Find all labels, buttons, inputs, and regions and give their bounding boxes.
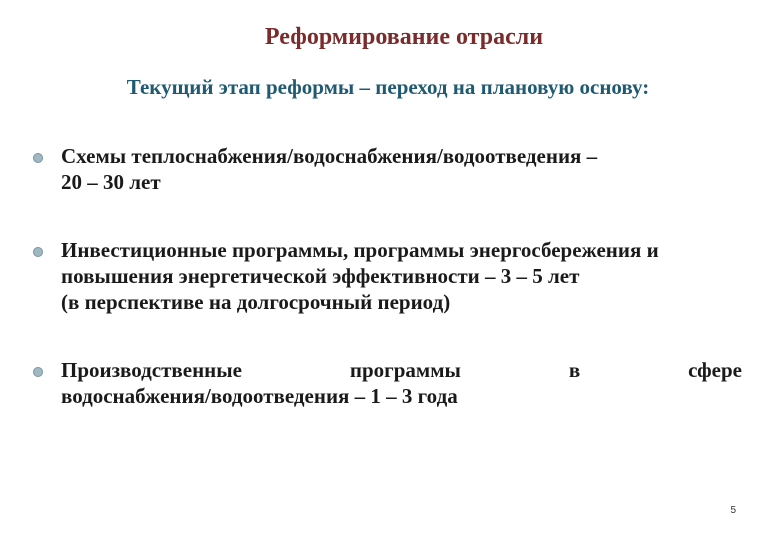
bullet-line: Инвестиционные программы, программы энергосбережения и — [61, 238, 659, 262]
bullet-word: в — [568, 358, 581, 382]
bullet-line: водоснабжения/водоотведения – 1 – 3 года — [61, 384, 458, 408]
bullet-line: Схемы теплоснабжения/водоснабжения/водоотведения – — [61, 144, 598, 168]
bullet-line: повышения энергетической эффективности – 3 – 5 лет — [61, 264, 580, 288]
bullet-line: 20 – 30 лет — [61, 170, 161, 194]
bullet-dot-icon — [33, 153, 43, 163]
bullet-item-production-programs — [0, 357, 780, 409]
bullet-word: сфере — [688, 358, 742, 382]
bullet-item-schemes — [0, 143, 780, 195]
bullet-dot-icon — [33, 367, 43, 377]
bullet-list — [0, 143, 780, 409]
page-number: 5 — [730, 505, 736, 516]
bullet-item-investment-programs — [0, 237, 780, 315]
bullet-word: программы — [349, 358, 461, 382]
bullet-line-justified — [61, 357, 742, 383]
bullet-text — [61, 143, 742, 195]
slide-subtitle: Текущий этап реформы – переход на плановую основу: — [126, 75, 650, 99]
bullet-line: (в перспективе на долгосрочный период) — [61, 290, 451, 314]
bullet-text — [61, 357, 742, 409]
slide-title: Реформирование отрасли — [264, 24, 544, 50]
bullet-word: Производственные — [61, 358, 242, 382]
bullet-text — [61, 237, 742, 315]
bullet-dot-icon — [33, 247, 43, 257]
